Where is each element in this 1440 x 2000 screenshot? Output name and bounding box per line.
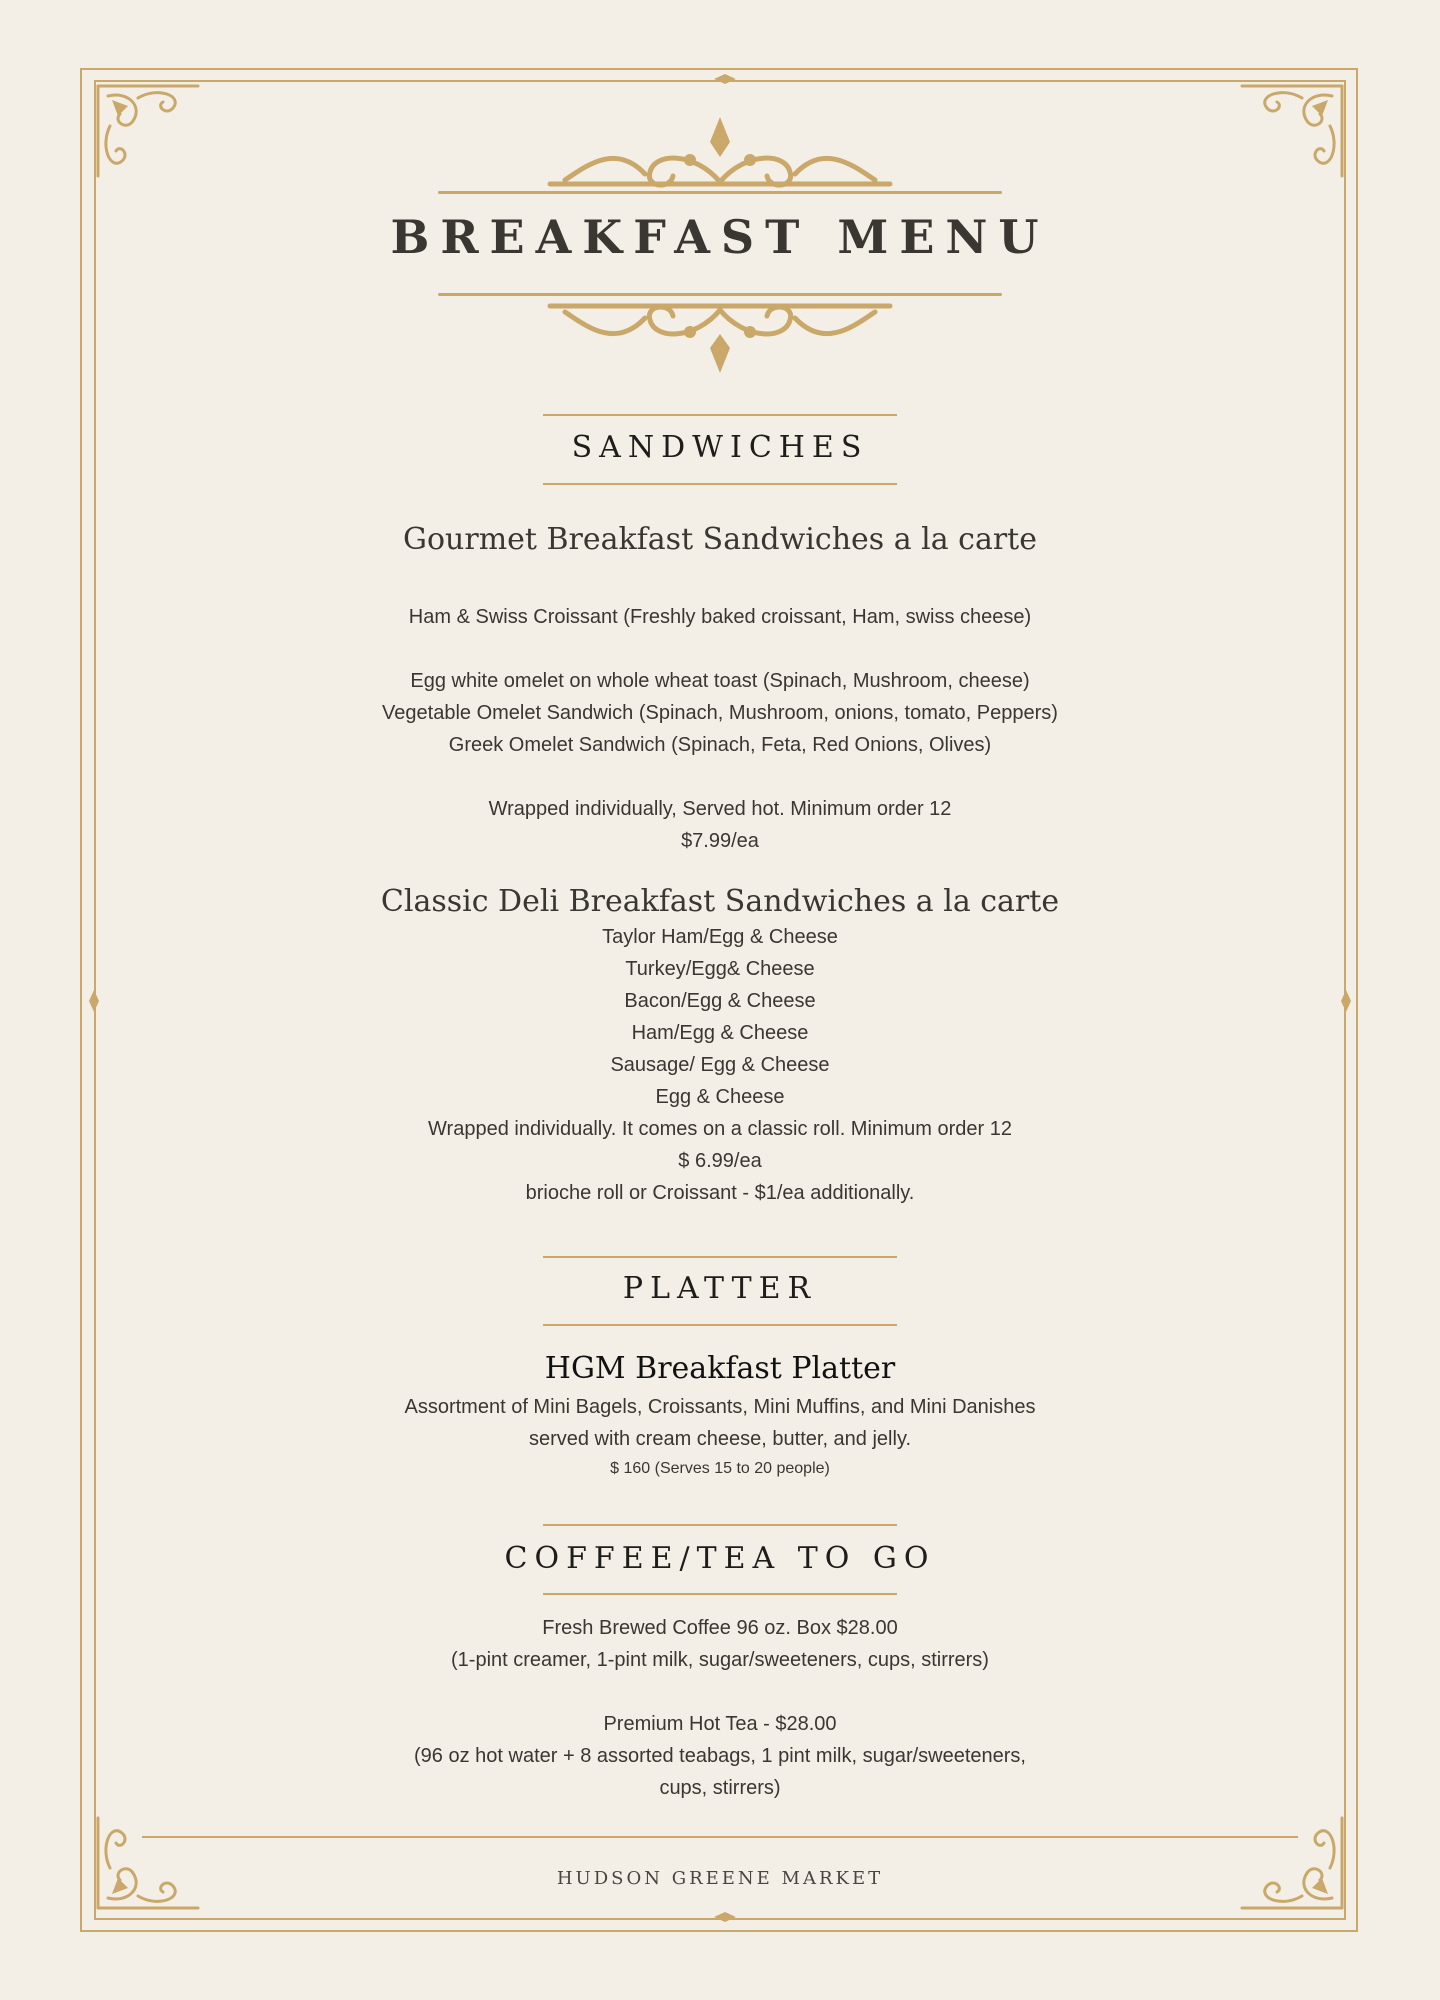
menu-item: Egg & Cheese: [655, 1086, 785, 1108]
menu-item: Taylor Ham/Egg & Cheese: [602, 926, 838, 948]
menu-price: $7.99/ea: [681, 830, 759, 852]
menu-item: (1-pint creamer, 1-pint milk, sugar/sweeteners, cups, stirrers): [451, 1649, 989, 1671]
page-title: BREAKFAST MENU: [390, 210, 1050, 264]
menu-item: (96 oz hot water + 8 assorted teabags, 1 pint milk, sugar/sweeteners,: [414, 1745, 1026, 1767]
menu-item: Vegetable Omelet Sandwich (Spinach, Mushroom, onions, tomato, Peppers): [382, 702, 1058, 724]
section-title-platter: PLATTER: [622, 1271, 818, 1306]
title-ornament-top-icon: [545, 112, 895, 192]
menu-item: served with cream cheese, butter, and jelly.: [528, 1428, 912, 1450]
subhead-platter: HGM Breakfast Platter: [544, 1351, 896, 1386]
section-title-coffee: COFFEE/TEA TO GO: [504, 1541, 936, 1576]
subhead-gourmet: Gourmet Breakfast Sandwiches a la carte: [403, 522, 1037, 557]
section-rule: [543, 483, 897, 485]
menu-note: Wrapped individually, Served hot. Minimum order 12: [488, 798, 952, 820]
edge-diamond-icon: [714, 1912, 736, 1922]
menu-note: brioche roll or Croissant - $1/ea additionally.: [525, 1182, 915, 1204]
menu-item: Ham/Egg & Cheese: [631, 1022, 809, 1044]
footer-rule: [142, 1836, 1298, 1838]
menu-item: Sausage/ Egg & Cheese: [610, 1054, 830, 1076]
menu-item: Turkey/Egg& Cheese: [625, 958, 815, 980]
menu-item: cups, stirrers): [659, 1777, 781, 1799]
footer-brand: HUDSON GREENE MARKET: [556, 1868, 884, 1889]
section-rule: [543, 1524, 897, 1526]
menu-price: $ 6.99/ea: [678, 1150, 762, 1172]
section-rule: [543, 1324, 897, 1326]
section-rule: [543, 1593, 897, 1595]
corner-flourish-icon: [88, 1808, 208, 1918]
menu-item: Bacon/Egg & Cheese: [624, 990, 816, 1012]
section-title-sandwiches: SANDWICHES: [571, 430, 869, 465]
menu-item: Egg white omelet on whole wheat toast (Spinach, Mushroom, cheese): [410, 670, 1030, 692]
corner-flourish-icon: [1232, 76, 1352, 186]
title-rule-top: [438, 191, 1002, 194]
corner-flourish-icon: [1232, 1808, 1352, 1918]
title-rule-bottom: [438, 293, 1002, 296]
title-ornament-bottom-icon: [545, 298, 895, 378]
edge-diamond-icon: [714, 74, 736, 84]
section-rule: [543, 414, 897, 416]
corner-flourish-icon: [88, 76, 208, 186]
section-rule: [543, 1256, 897, 1258]
subhead-classic: Classic Deli Breakfast Sandwiches a la carte: [380, 884, 1060, 919]
menu-item: Ham & Swiss Croissant (Freshly baked croissant, Ham, swiss cheese): [408, 606, 1032, 628]
menu-item: Fresh Brewed Coffee 96 oz. Box $28.00: [542, 1617, 898, 1639]
menu-item: Premium Hot Tea - $28.00: [603, 1713, 837, 1735]
menu-note: Wrapped individually. It comes on a classic roll. Minimum order 12: [428, 1118, 1012, 1140]
menu-item: Assortment of Mini Bagels, Croissants, Mini Muffins, and Mini Danishes: [404, 1396, 1036, 1418]
menu-item: Greek Omelet Sandwich (Spinach, Feta, Red Onions, Olives): [448, 734, 992, 756]
menu-price: $ 160 (Serves 15 to 20 people): [610, 1460, 830, 1477]
